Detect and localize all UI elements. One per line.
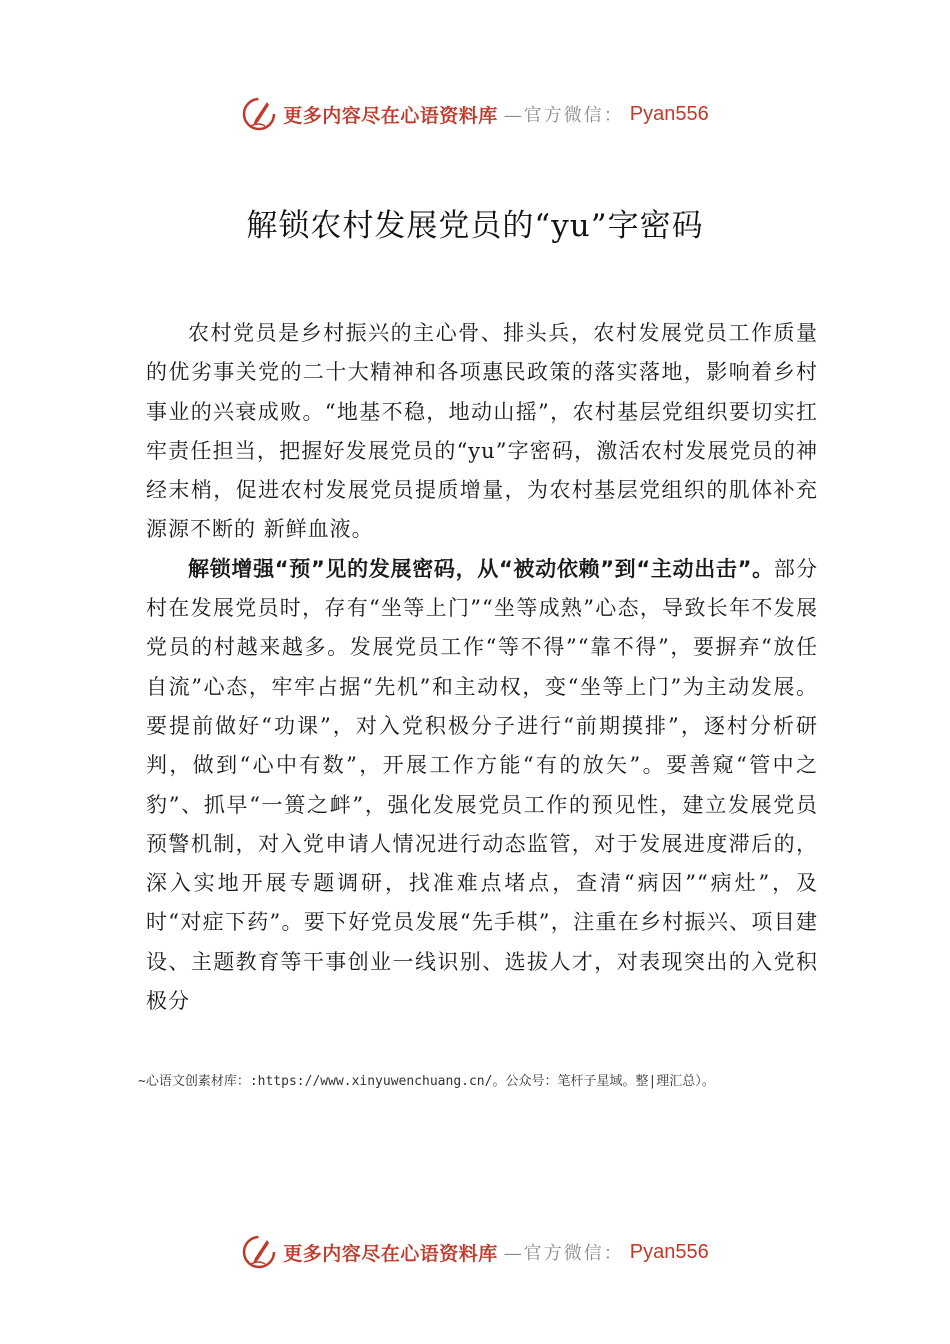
paragraph-intro: 农村党员是乡村振兴的主心骨、排头兵，农村发展党员工作质量的优劣事关党的二十大精神和各项惠民政策的落实落地，影响着乡村事业的兴衰成败。“地基不稳，地动山摇”，农村基层党组织要切实扛牢责任担当，把握好发展党员的“yu”字密码，激活农村发展党员的神经末梢，促进农村发展党员提质增量，为农村基层党组织的肌体补充源源不断的 新鲜血液。 xyxy=(146,321,818,542)
banner-wechat-label: —官方微信： xyxy=(503,105,624,126)
quill-pen-icon xyxy=(241,96,277,132)
banner-wechat-id: Pyan556 xyxy=(629,102,709,125)
section-body: 部分村在发展党员时，存有“坐等上门”“坐等成熟”心态，导致长年不发展党员的村越来越多。发展党员工作“等不得”“靠不得”，要摒弃“放任自流”心态，牢牢占据“先机”和主动权，变“坐等上门”为主动发展。要提前做好“功课”，对入党积极分子进行“前期摸排”，逐村分析研判，做到“心中有数”，开展工作方能“有的放矢”。要善窥“管中之豹”、抓早“一篑之衅”，强化发展党员工作的预见性，建立发展党员预警机制，对入党申请人情况进行动态监管，对于发展进度滞后的，深入实地开展专题调研，找准难点堵点，查清“病因”“病灶”，及时“对症下药”。要下好党员发展“先手棋”，注重在乡村振兴、项目建设、主题教育等干事创业一线识别、选拔人才，对表现突出的入党积极分 xyxy=(146,556,819,1014)
footer-banner xyxy=(0,1232,950,1272)
header-banner xyxy=(0,94,950,134)
section-heading: 解锁增强“预”见的发展密码，从“被动依赖”到“主动出击”。 xyxy=(188,556,774,581)
paragraph-section-1 xyxy=(146,550,818,1022)
source-footnote: ~心语文创素材库：:https://www.xinyuwenchuang.cn/。公众号：笔杆子星域。整|理汇总）。 xyxy=(138,1074,715,1089)
banner-site-name: 更多内容尽在心语资料库 xyxy=(283,104,498,127)
banner-site-name: 更多内容尽在心语资料库 xyxy=(283,1242,498,1265)
quill-pen-icon xyxy=(241,1234,277,1270)
document-body xyxy=(146,314,818,1021)
banner-wechat-id: Pyan556 xyxy=(629,1240,709,1263)
banner-wechat-label: —官方微信： xyxy=(503,1243,624,1264)
document-title: 解锁农村发展党员的“yu”字密码 xyxy=(246,208,704,244)
